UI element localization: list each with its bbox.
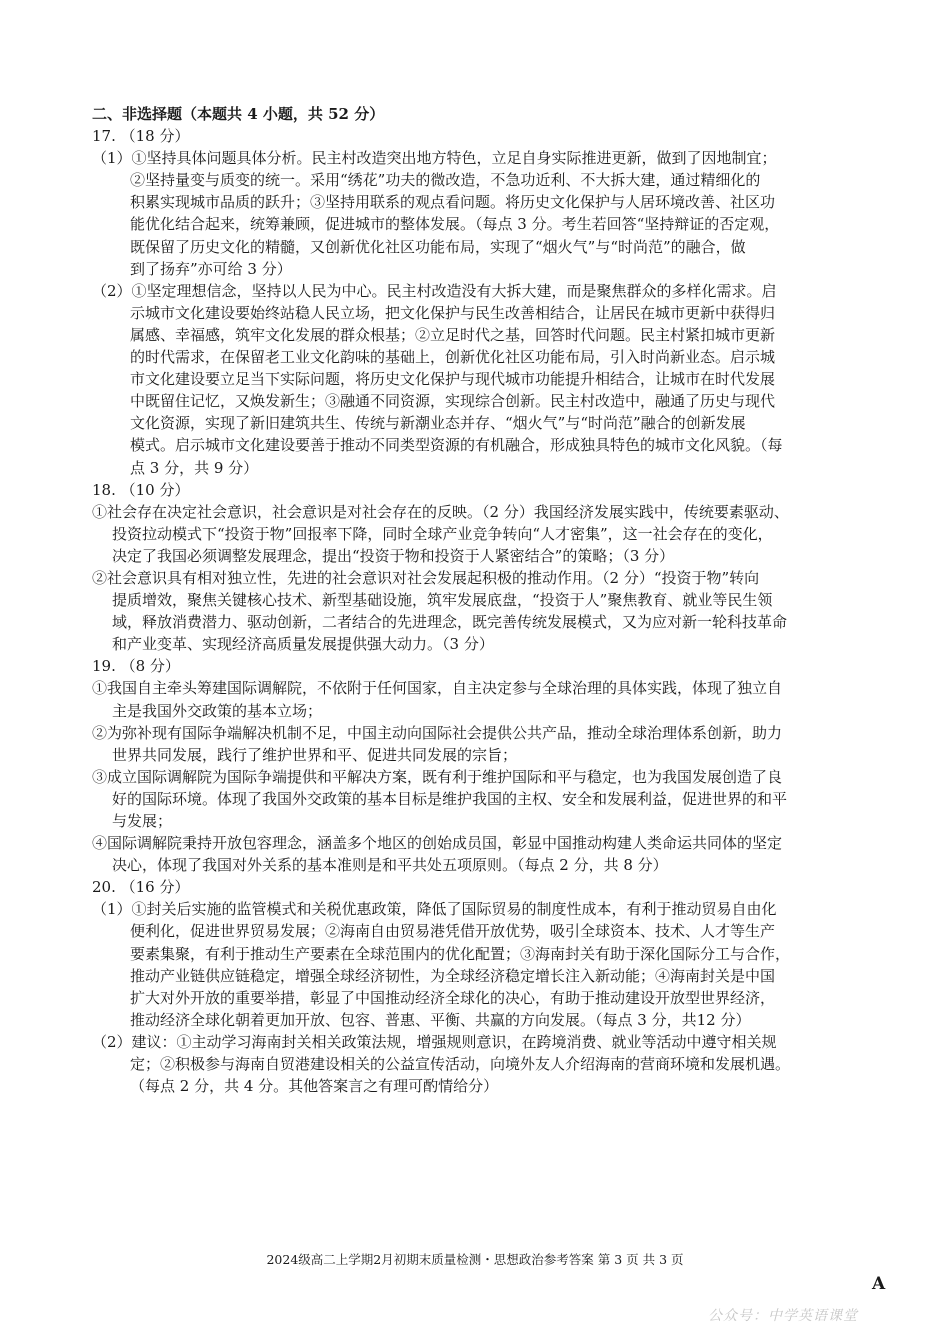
answer-continuation-line: 的时代需求，在保留老工业文化韵味的基础上，创新优化社区功能布局，引入时尚新业态。启示城: [130, 348, 776, 367]
answer-continuation-line: 主是我国外交政策的基本立场；: [112, 701, 323, 720]
answer-point-line: （1）①封关后实施的监管模式和关税优惠政策，降低了国际贸易的制度性成本，有利于推动贸易自由化: [92, 900, 777, 919]
section-title: 二、非选择题（本题共 4 小题，共 52 分）: [92, 105, 385, 123]
answer-content: [92, 103, 862, 1097]
answer-continuation-line: （每点 2 分，共 4 分。其他答案言之有理可酌情给分）: [130, 1077, 499, 1096]
answer-continuation-line: 扩大对外开放的重要举措，彰显了中国推动经济全球化的决心，有助于推动建设开放型世界经济，: [130, 988, 776, 1007]
question-header: 18. （10 分）: [92, 480, 190, 499]
answer-continuation-line: 决定了我国必须调整发展理念，提出“投资于物和投资于人紧密结合”的策略；（3 分）: [112, 546, 675, 565]
version-mark: A: [872, 1274, 886, 1294]
page-footer: 2024级高二上学期2月初期末质量检测・思想政治参考答案 第 3 页 共 3 页: [266, 1252, 684, 1267]
answer-continuation-line: 好的国际环境。体现了我国外交政策的基本目标是维护我国的主权、安全和发展利益，促进世界的和平: [112, 789, 788, 808]
answer-continuation-line: 世界共同发展，践行了维护世界和平、促进共同发展的宗旨；: [112, 745, 518, 764]
answer-continuation-line: 点 3 分，共 9 分）: [130, 458, 259, 477]
answer-continuation-line: 要素集聚，有利于推动生产要素在全球范围内的优化配置；③海南封关有助于深化国际分工与合作，: [130, 944, 791, 963]
answer-continuation-line: 与发展；: [112, 812, 173, 830]
answer-continuation-line: 市文化建设要立足当下实际问题，将历史文化保护与现代城市功能提升相结合，让城市在时代发展: [130, 370, 776, 389]
answer-continuation-line: 既保留了历史文化的精髓，又创新优化社区功能布局，实现了“烟火气”与“时尚范”的融合，做: [130, 237, 746, 256]
answer-continuation-line: 定；②积极参与海南自贸港建设相关的公益宣传活动，向境外友人介绍海南的营商环境和发展机遇。: [130, 1055, 791, 1074]
answer-point-line: ②社会意识具有相对独立性，先进的社会意识对社会发展起积极的推动作用。（2 分）“投资于物”转向: [92, 568, 760, 587]
answer-continuation-line: 能优化结合起来，统筹兼顾，促进城市的整体发展。（每点 3 分。考生若回答“坚持辩证的否定观，: [130, 215, 780, 234]
answer-point-line: （2）①坚定理想信念，坚持以人民为中心。民主村改造没有大拆大建，而是聚焦群众的多样化需求。启: [92, 281, 777, 300]
answer-continuation-line: 积累实现城市品质的跃升；③坚持用联系的观点看问题。将历史文化保护与人居环境改善、社区功: [130, 193, 776, 212]
answer-continuation-line: 属感、幸福感，筑牢文化发展的群众根基；②立足时代之基，回答时代问题。民主村紧扣城市更新: [130, 325, 776, 344]
question-header: 20. （16 分）: [92, 878, 190, 897]
answer-point-line: ②为弥补现有国际争端解决机制不足，中国主动向国际社会提供公共产品，推动全球治理体系创新，助力: [92, 723, 783, 742]
answer-continuation-line: 模式。启示城市文化建设要善于推动不同类型资源的有机融合，形成独具特色的城市文化风貌。（每: [130, 436, 783, 455]
answer-continuation-line: 决心，体现了我国对外关系的基本准则是和平共处五项原则。（每点 2 分，共 8 分）: [112, 856, 668, 875]
answer-continuation-line: 推动经济全球化朝着更加开放、包容、普惠、平衡、共赢的方向发展。（每点 3 分，共12 分）: [130, 1010, 751, 1029]
answer-continuation-line: 域，释放消费潜力、驱动创新，二者结合的先进理念，既完善传统发展模式，又为应对新一轮科技革命: [112, 613, 788, 632]
question-header: 17. （18 分）: [92, 127, 190, 146]
answer-continuation-line: 示城市文化建设要始终站稳人民立场，把文化保护与民生改善相结合，让居民在城市更新中获得归: [130, 303, 776, 322]
answer-continuation-line: 中既留住记忆，又焕发新生；③融通不同资源，实现综合创新。民主村改造中，融通了历史与现代: [130, 392, 776, 411]
answer-continuation-line: 投资拉动模式下“投资于物”回报率下降，同时全球产业竞争转向“人才密集”，这一社会存在的变化，: [112, 524, 773, 543]
answer-point-line: （1）①坚持具体问题具体分析。民主村改造突出地方特色，立足自身实际推进更新，做到了因地制宜；: [92, 149, 777, 168]
answer-continuation-line: 文化资源，实现了新旧建筑共生、传统与新潮业态并存、“烟火气”与“时尚范”融合的创新发展: [130, 414, 746, 433]
answer-point-line: ③成立国际调解院为国际争端提供和平解决方案，既有利于维护国际和平与稳定，也为我国发展创造了良: [92, 767, 783, 786]
answer-continuation-line: 便利化，促进世界贸易发展；②海南自由贸易港凭借开放优势，吸引全球资本、技术、人才等生产: [130, 922, 776, 941]
answer-point-line: ④国际调解院秉持开放包容理念，涵盖多个地区的创始成员国，彰显中国推动构建人类命运共同体的坚定: [92, 834, 783, 853]
questions-list: [92, 125, 862, 1097]
answer-continuation-line: ②坚持量变与质变的统一。采用“绣花”功夫的微改造，不急功近利、不大拆大建，通过精细化的: [130, 171, 761, 190]
answer-point-line: ①社会存在决定社会意识，社会意识是对社会存在的反映。（2 分）我国经济发展实践中，传统要素驱动、: [92, 502, 789, 521]
answer-continuation-line: 到了扬弃”亦可给 3 分）: [130, 259, 292, 278]
answer-point-line: （2）建议：①主动学习海南封关相关政策法规，增强规则意识，在跨境消费、就业等活动中遵守相关规: [92, 1032, 777, 1051]
watermark-text: 公众号：中学英语课堂: [708, 1308, 858, 1324]
answer-continuation-line: 和产业变革、实现经济高质量发展提供强大动力。（3 分）: [112, 635, 494, 654]
question-header: 19. （8 分）: [92, 657, 180, 676]
answer-continuation-line: 提质增效，聚焦关键核心技术、新型基础设施，筑牢发展底盘，“投资于人”聚焦教育、就业等民生领: [112, 591, 773, 610]
answer-continuation-line: 推动产业链供应链稳定，增强全球经济韧性，为全球经济稳定增长注入新动能；④海南封关是中国: [130, 966, 776, 985]
answer-point-line: ①我国自主牵头筹建国际调解院，不依附于任何国家，自主决定参与全球治理的具体实践，体现了独立自: [92, 679, 783, 698]
